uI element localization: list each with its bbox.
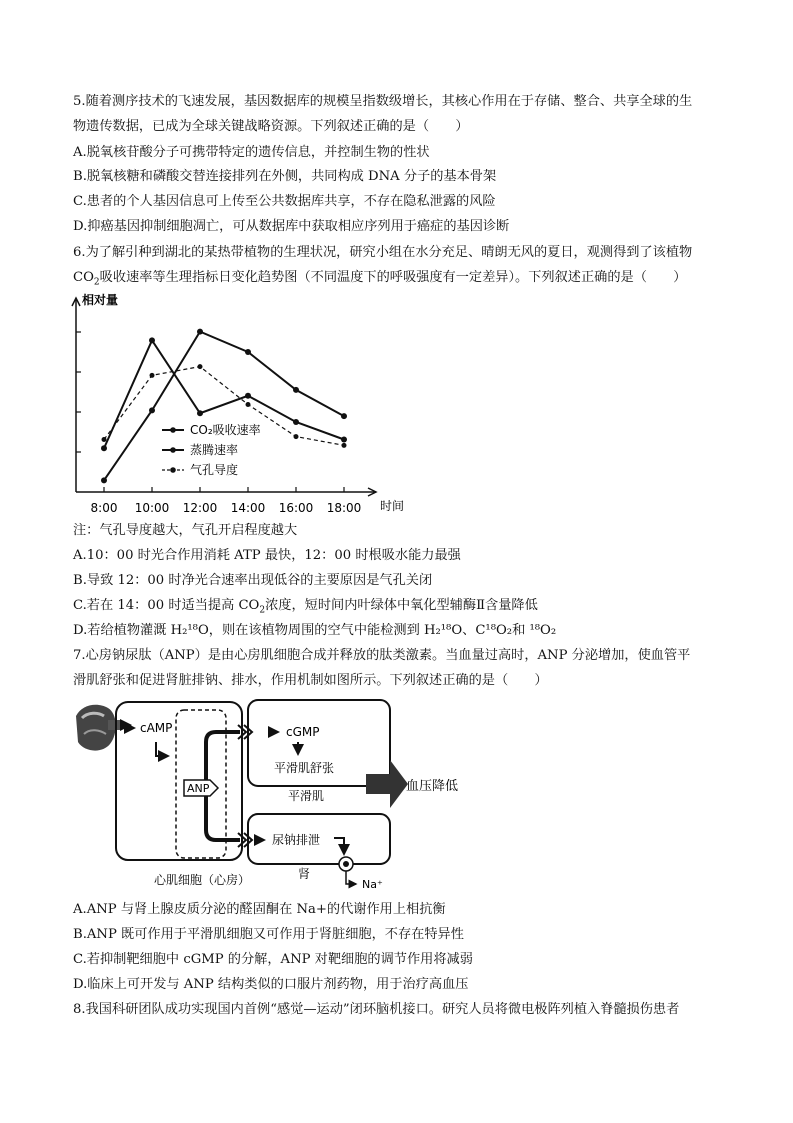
data-point <box>246 402 251 407</box>
cardiac-cell-label: 心肌细胞（心房） <box>154 873 251 887</box>
data-point <box>149 407 155 413</box>
data-point <box>294 434 299 439</box>
x-tick-label: 8:00 <box>90 501 118 515</box>
q8-stem-line1: 8.我国科研团队成功实现国内首例“感觉—运动”闭环脑机接口。研究人员将微电极阵列植入脊髓损伤患者 <box>73 1002 680 1017</box>
smooth-relax-label: 平滑肌舒张 <box>274 761 335 775</box>
q6-option-b: B.导致 12：00 时净光合速率出现低谷的主要原因是气孔关闭 <box>73 573 433 588</box>
q6-line-chart <box>66 292 416 517</box>
data-point <box>149 337 155 343</box>
q5-option-d: D.抑癌基因抑制细胞凋亡，可从数据库中获取相应序列用于癌症的基因诊断 <box>73 219 510 234</box>
x-tick-label: 10:00 <box>134 501 170 515</box>
data-point <box>293 387 299 393</box>
q7-option-c: C.若抑制靶细胞中 cGMP 的分解，ANP 对靶细胞的调节作用将减弱 <box>73 952 473 967</box>
bp-drop-label: 血压降低 <box>406 779 459 794</box>
data-point <box>341 437 347 443</box>
kidney-label: 肾 <box>298 867 311 881</box>
q6-option-a: A.10：00 时光合作用消耗 ATP 最快，12：00 时根吸水能力最强 <box>73 548 461 563</box>
camp-label: cAMP <box>140 721 173 735</box>
q5-option-a: A.脱氧核苷酸分子可携带特定的遗传信息，并控制生物的性状 <box>73 145 430 160</box>
q6-note: 注：气孔导度越大，气孔开启程度越大 <box>73 523 298 538</box>
data-point <box>150 373 155 378</box>
q5-option-c: C.患者的个人基因信息可上传至公共数据库共享，不存在隐私泄露的风险 <box>73 194 496 209</box>
legend-label: CO₂吸收速率 <box>190 423 261 437</box>
legend-marker <box>170 447 176 453</box>
q7-stem-line1: 7.心房钠尿肽（ANP）是由心房肌细胞合成并释放的肽类激素。当血量过高时，ANP 分泌增加，使血管平 <box>73 648 691 663</box>
x-tick-label: 18:00 <box>326 501 362 515</box>
data-point <box>197 329 203 335</box>
q7-option-a: A.ANP 与肾上腺皮质分泌的醛固酮在 Na+的代谢作用上相抗衡 <box>73 902 446 917</box>
data-point <box>342 443 347 448</box>
q6-stem-line1: 6.为了解引种到湖北的某热带植物的生理状况，研究小组在水分充足、晴朗无风的夏日，观测得到了该植物 <box>73 245 693 260</box>
legend-label: 气孔导度 <box>190 463 239 477</box>
data-point <box>197 410 203 416</box>
q5-stem-line1: 5.随着测序技术的飞速发展，基因数据库的规模呈指数级增长，其核心作用在于存储、整合、共享全球的生 <box>73 94 693 109</box>
data-point <box>102 437 107 442</box>
big-arrow-icon <box>366 760 408 808</box>
q7-option-d: D.临床上可开发与 ANP 结构类似的口服片剂药物，用于治疗高血压 <box>73 977 469 992</box>
na-label: Na⁺ <box>362 878 383 891</box>
sodium-excretion-label: 尿钠排泄 <box>272 833 321 847</box>
x-axis-label: 时间 <box>380 499 405 513</box>
y-axis-label: 相对量 <box>82 293 119 307</box>
cardiac-cell-box <box>116 702 242 860</box>
legend-label: 蒸腾速率 <box>190 443 239 457</box>
x-tick-label: 12:00 <box>182 501 218 515</box>
data-point <box>245 393 251 399</box>
data-point <box>341 413 347 419</box>
legend-marker <box>170 467 176 473</box>
series-line <box>104 332 344 481</box>
data-point <box>293 419 299 425</box>
legend-marker <box>170 427 176 433</box>
q7-option-b: B.ANP 既可作用于平滑肌细胞又可作用于肾脏细胞，不存在特异性 <box>73 927 464 942</box>
data-point <box>245 349 251 355</box>
data-point <box>101 445 107 451</box>
q5-option-b: B.脱氧核糖和磷酸交替连接排列在外侧，共同构成 DNA 分子的基本骨架 <box>73 169 497 184</box>
q7-stem-line2: 滑肌舒张和促进肾脏排钠、排水，作用机制如图所示。下列叙述正确的是（ ） <box>73 673 548 688</box>
heart-icon <box>76 705 130 751</box>
cgmp-label: cGMP <box>286 725 320 739</box>
smooth-muscle-label: 平滑肌 <box>288 789 325 803</box>
anp-label: ANP <box>187 782 210 795</box>
q6-stem-line2: $CO_2$吸收速率等生理指标日变化趋势图（不同温度下的呼吸强度有一定差异）。下列叙述正确的是（ ） <box>73 270 687 288</box>
q5-stem-line2: 物遗传数据，已成为全球关键战略资源。下列叙述正确的是（ ） <box>73 119 469 134</box>
data-point <box>198 364 203 369</box>
q6-option-c: C.若在 14：00 时适当提高 $CO_2$浓度，短时间内叶绿体中氧化型辅酶Ⅱ含量降低 <box>73 598 538 616</box>
x-tick-label: 14:00 <box>230 501 266 515</box>
q6-option-d: D.若给植物灌溉 H₂¹⁸O，则在该植物周围的空气中能检测到 H₂¹⁸O、C¹⁸O₂和 ¹⁸O₂ <box>73 623 557 638</box>
x-tick-label: 16:00 <box>278 501 314 515</box>
anp-mechanism-diagram <box>72 694 492 894</box>
data-point <box>101 477 107 483</box>
